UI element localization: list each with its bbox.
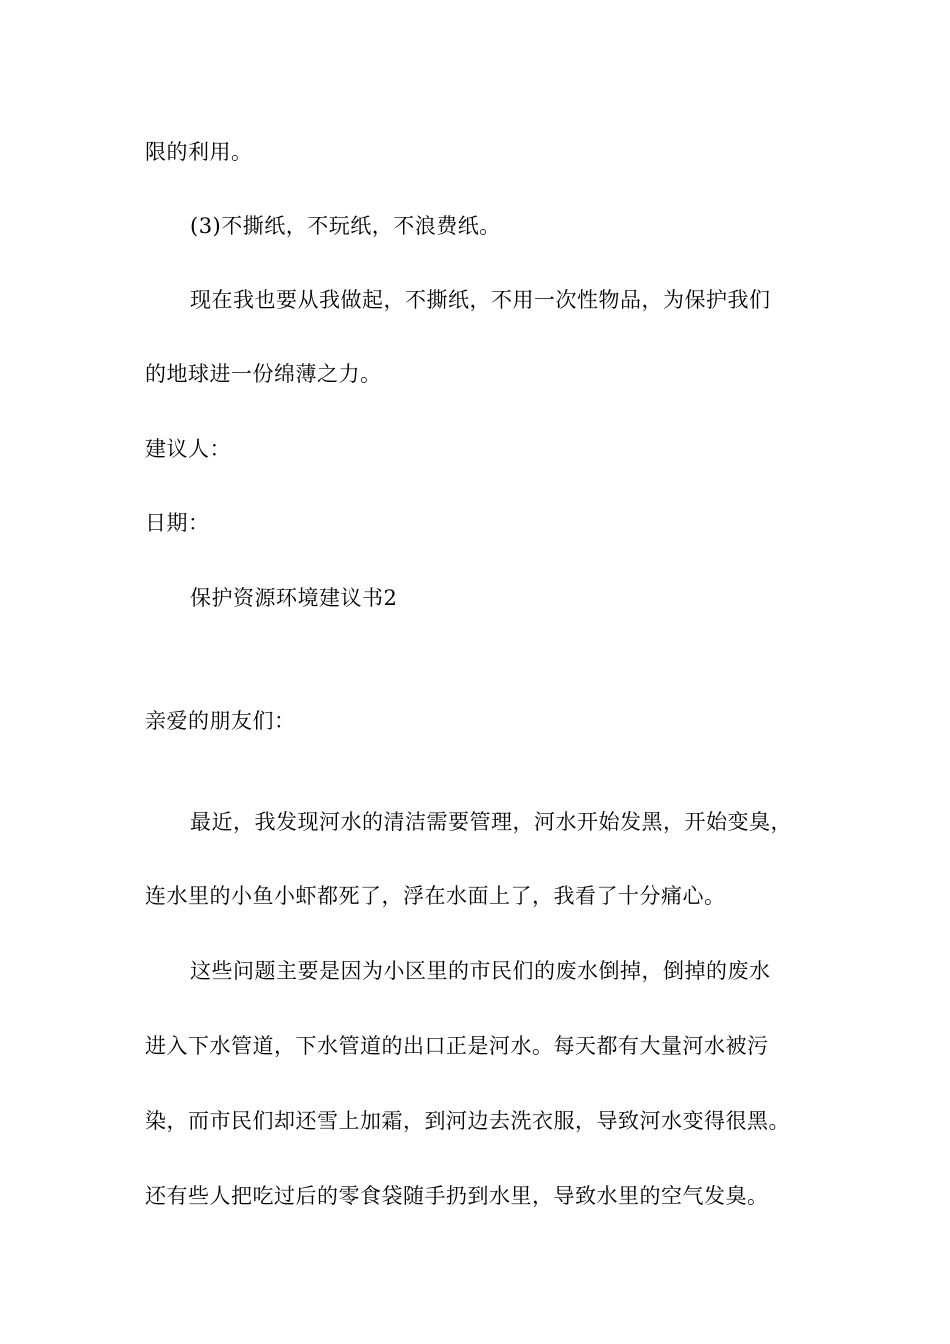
paragraph-line: 现在我也要从我做起，不撕纸，不用一次性物品，为保护我们	[190, 288, 771, 312]
paragraph-line: 的地球进一份绵薄之力。	[145, 362, 382, 386]
paragraph-line: 染，而市民们却还雪上加霜，到河边去洗衣服，导致河水变得很黑。	[145, 1109, 790, 1133]
section-title: 保护资源环境建议书2	[190, 586, 398, 610]
paragraph-line: 还有些人把吃过后的零食袋随手扔到水里，导致水里的空气发臭。	[145, 1184, 769, 1208]
salutation: 亲爱的朋友们：	[145, 709, 296, 733]
paragraph-line: 最近，我发现河水的清洁需要管理，河水开始发黑，开始变臭，	[190, 810, 792, 834]
date-label: 日期：	[145, 511, 210, 535]
list-item-3: (3)不撕纸，不玩纸，不浪费纸。	[190, 214, 501, 238]
proposer-label: 建议人：	[145, 437, 231, 461]
paragraph-line: 连水里的小鱼小虾都死了，浮在水面上了，我看了十分痛心。	[145, 884, 726, 908]
text-line: 限的利用。	[145, 140, 253, 164]
paragraph-line: 进入下水管道，下水管道的出口正是河水。每天都有大量河水被污	[145, 1034, 769, 1058]
paragraph-line: 这些问题主要是因为小区里的市民们的废水倒掉，倒掉的废水	[190, 959, 771, 983]
